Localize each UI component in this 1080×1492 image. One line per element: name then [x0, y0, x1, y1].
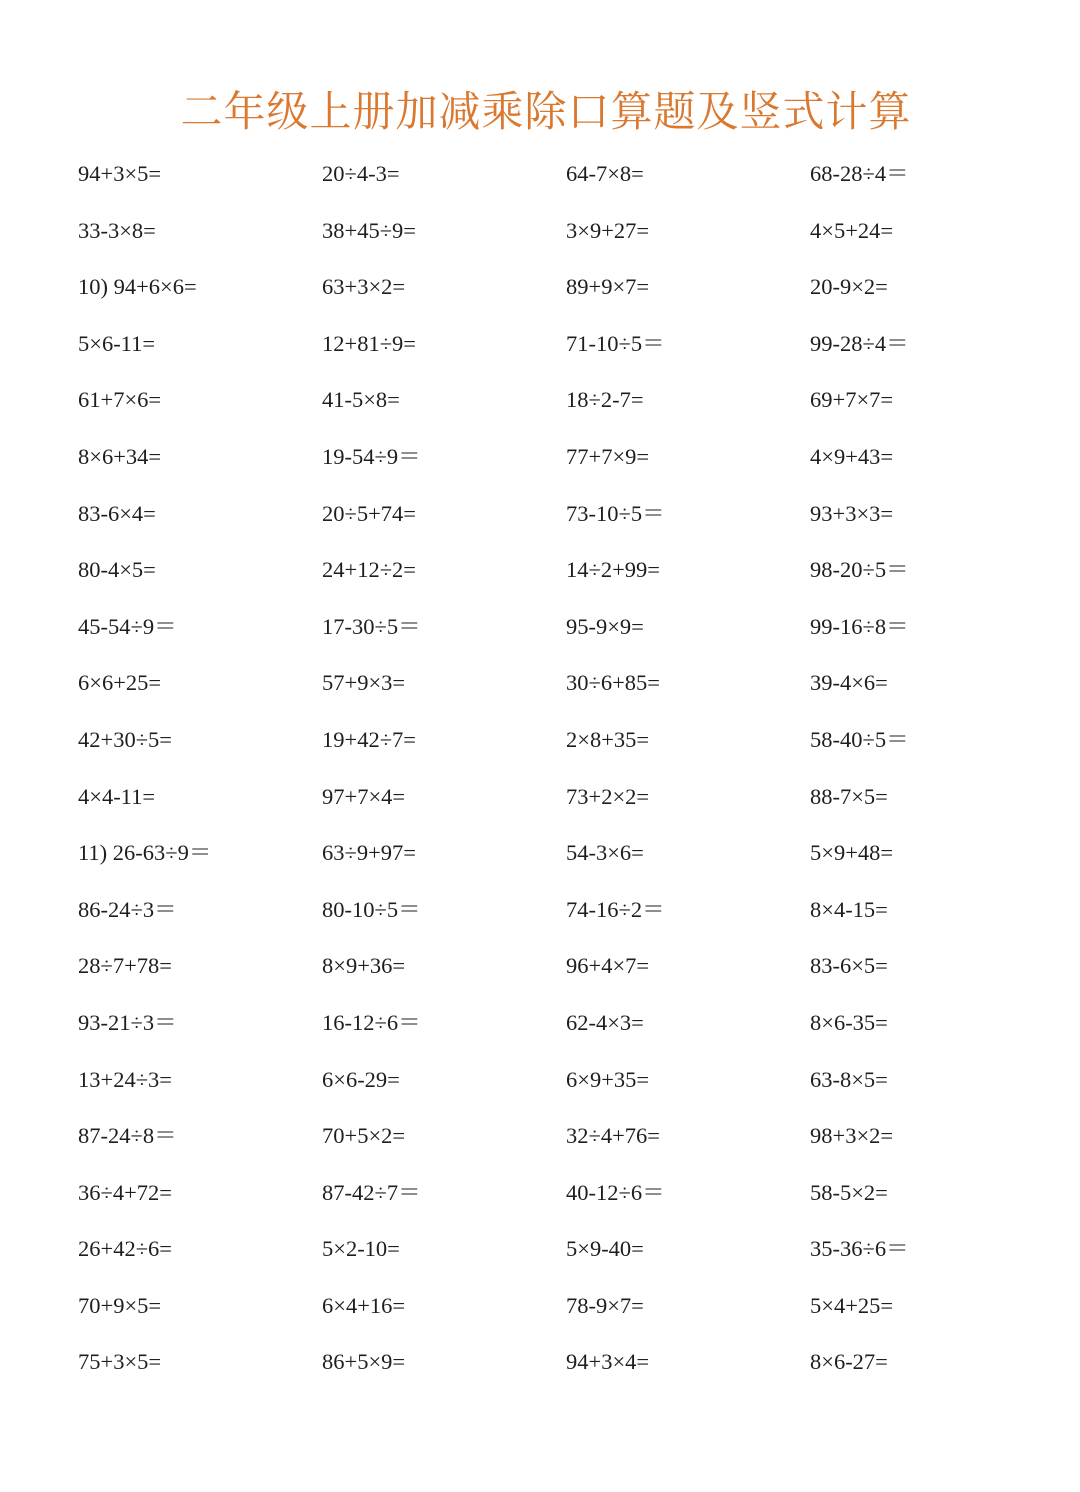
problem-cell: 20-9×2=: [810, 274, 888, 300]
problem-cell: 71-10÷5＝: [566, 330, 665, 356]
problem-cell: 93-21÷3＝: [78, 1009, 177, 1035]
problem-cell: 8×6+34=: [78, 443, 162, 469]
problem-cell: 20÷4-3=: [322, 161, 400, 186]
problem-cell: 94+3×5=: [78, 161, 162, 186]
problem-cell: 99-28÷4＝: [810, 330, 909, 356]
problem-cell: 14÷2+99=: [566, 557, 660, 583]
problem-cell: 4×9+43=: [810, 443, 894, 469]
problem-cell: 35-36÷6＝: [810, 1236, 909, 1262]
problem-cell: 5×9+48=: [810, 840, 894, 866]
problem-cell: 63÷9+97=: [322, 840, 416, 866]
problem-cell: 5×9-40=: [566, 1236, 644, 1262]
problem-cell: 8×9+36=: [322, 953, 406, 979]
problem-cell: 96+4×7=: [566, 953, 650, 979]
problem-cell: 8×4-15=: [810, 896, 888, 922]
problem-cell: 98-20÷5＝: [810, 557, 909, 583]
problem-cell: 80-4×5=: [78, 557, 156, 583]
problem-cell: 97+7×4=: [322, 783, 406, 809]
problem-cell: 18÷2-7=: [566, 387, 644, 413]
problem-cell: 86+5×9=: [322, 1349, 406, 1375]
problem-cell: 3×9+27=: [566, 217, 650, 243]
problem-cell: 78-9×7=: [566, 1292, 644, 1318]
problem-cell: 58-40÷5＝: [810, 726, 909, 752]
problem-cell: 57+9×3=: [322, 670, 406, 696]
problem-cell: 16-12÷6＝: [322, 1009, 421, 1035]
problem-cell: 64-7×8=: [566, 161, 644, 186]
problem-cell: 4×4-11=: [78, 783, 156, 809]
problem-cell: 6×9+35=: [566, 1066, 650, 1092]
problem-cell: 70+5×2=: [322, 1123, 406, 1149]
page-title: 二年级上册加减乘除口算题及竖式计算: [180, 87, 912, 136]
problem-cell: 6×4+16=: [322, 1292, 406, 1318]
problem-cell: 33-3×8=: [78, 217, 156, 243]
problem-cell: 73-10÷5＝: [566, 500, 665, 526]
problem-cell: 88-7×5=: [810, 783, 888, 809]
problem-cell: 94+3×4=: [566, 1349, 650, 1375]
problem-cell: 98+3×2=: [810, 1123, 894, 1149]
problem-cell: 45-54÷9＝: [78, 613, 177, 639]
problem-cell: 42+30÷5=: [78, 726, 172, 752]
problem-cell: 89+9×7=: [566, 274, 650, 300]
problem-cell: 70+9×5=: [78, 1292, 162, 1318]
problem-cell: 11) 26-63÷9＝: [78, 840, 212, 866]
problem-cell: 74-16÷2＝: [566, 896, 665, 922]
problem-cell: 5×2-10=: [322, 1236, 400, 1262]
problem-cell: 5×4+25=: [810, 1292, 894, 1318]
problem-cell: 4×5+24=: [810, 217, 894, 243]
problem-cell: 86-24÷3＝: [78, 896, 177, 922]
problem-cell: 80-10÷5＝: [322, 896, 421, 922]
problem-cell: 61+7×6=: [78, 387, 162, 413]
problem-cell: 75+3×5=: [78, 1349, 162, 1375]
problem-cell: 95-9×9=: [566, 613, 644, 639]
problem-cell: 83-6×4=: [78, 500, 156, 526]
problem-cell: 38+45÷9=: [322, 217, 416, 243]
problem-cell: 20÷5+74=: [322, 500, 416, 526]
problem-cell: 54-3×6=: [566, 840, 644, 866]
problem-cell: 13+24÷3=: [78, 1066, 172, 1092]
problem-cell: 87-24÷8＝: [78, 1123, 177, 1149]
problem-cell: 8×6-27=: [810, 1349, 888, 1375]
problem-cell: 24+12÷2=: [322, 557, 416, 583]
problem-cell: 68-28÷4＝: [810, 161, 909, 186]
problem-grid: [78, 154, 1058, 1399]
problem-cell: 39-4×6=: [810, 670, 888, 696]
problem-cell: 6×6-29=: [322, 1066, 400, 1092]
problem-cell: 30÷6+85=: [566, 670, 660, 696]
problem-cell: 58-5×2=: [810, 1179, 888, 1205]
problem-cell: 63-8×5=: [810, 1066, 888, 1092]
problem-cell: 6×6+25=: [78, 670, 162, 696]
problem-cell: 19+42÷7=: [322, 726, 416, 752]
problem-cell: 99-16÷8＝: [810, 613, 909, 639]
problem-cell: 19-54÷9＝: [322, 443, 421, 469]
problem-cell: 87-42÷7＝: [322, 1179, 421, 1205]
problem-cell: 40-12÷6＝: [566, 1179, 665, 1205]
problem-cell: 62-4×3=: [566, 1009, 644, 1035]
problem-cell: 26+42÷6=: [78, 1236, 172, 1262]
problem-cell: 12+81÷9=: [322, 330, 416, 356]
problem-cell: 77+7×9=: [566, 443, 650, 469]
problem-cell: 5×6-11=: [78, 330, 156, 356]
problem-cell: 83-6×5=: [810, 953, 888, 979]
problem-cell: 36÷4+72=: [78, 1179, 172, 1205]
problem-cell: 8×6-35=: [810, 1009, 888, 1035]
problem-cell: 93+3×3=: [810, 500, 894, 526]
problem-cell: 73+2×2=: [566, 783, 650, 809]
problem-cell: 32÷4+76=: [566, 1123, 660, 1149]
problem-cell: 28÷7+78=: [78, 953, 172, 979]
problem-cell: 69+7×7=: [810, 387, 894, 413]
problem-cell: 2×8+35=: [566, 726, 650, 752]
problem-cell: 10) 94+6×6=: [78, 274, 197, 300]
problem-cell: 17-30÷5＝: [322, 613, 421, 639]
problem-cell: 63+3×2=: [322, 274, 406, 300]
problem-cell: 41-5×8=: [322, 387, 400, 413]
